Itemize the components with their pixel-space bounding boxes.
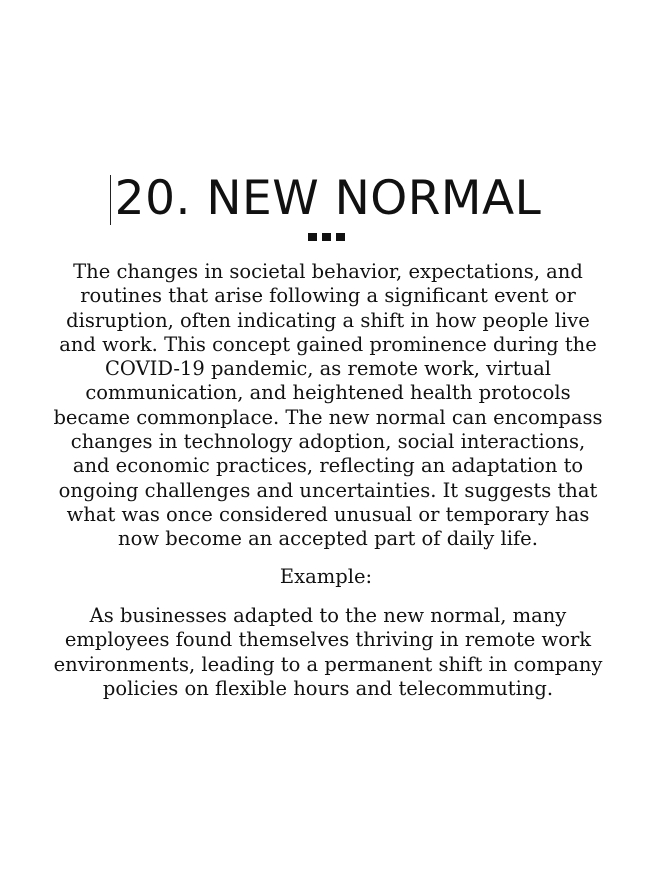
entry-title <box>111 172 542 226</box>
example-sentence: As businesses adapted to the new normal, many employees found themselves thriving in remote work environments, leading to a permanent shift in company policies on flexible hours and telecommuting. <box>53 604 603 700</box>
divider-dot <box>322 233 331 241</box>
entry-definition: The changes in societal behavior, expectations, and routines that arise following a significant event or disruption, often indicating a shift in how people live and work. This concept gained prominence during the COVID-19 pandemic, as remote work, virtual communication, and heightened health protocols became commonplace. The new normal can encompass changes in technology adoption, social interactions, and economic practices, reflecting an adaptation to ongoing challenges and uncertainties. It suggests that what was once considered unusual or temporary has now become an accepted part of daily life. <box>53 260 603 551</box>
divider-dot <box>308 233 317 241</box>
entry-title-text: 20. NEW NORMAL <box>114 171 542 226</box>
divider-dot <box>336 233 345 241</box>
title-block <box>0 172 652 226</box>
example-label: Example: <box>279 565 373 588</box>
ellipsis-divider-icon <box>0 233 652 241</box>
text-cursor <box>110 175 111 225</box>
